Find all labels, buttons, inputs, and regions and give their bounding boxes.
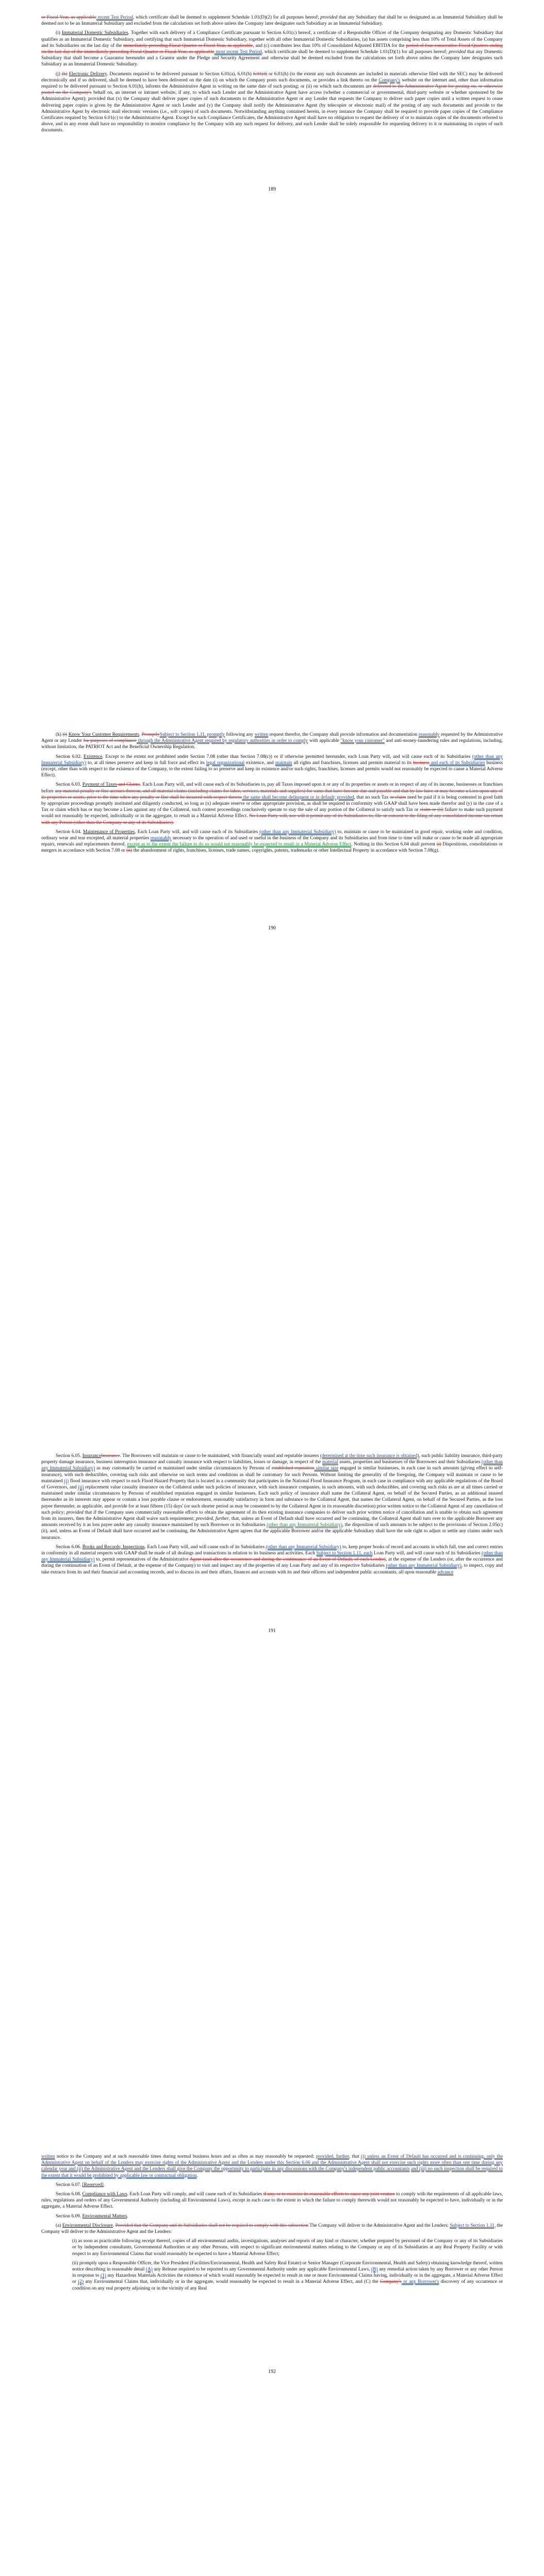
- text-run: replacement value casualty insurance on the Collateral under such policies of insurance, with such insurance companies, in such amounts, with such deductibles, and covering such risks as are at all times carried or maintained under similar circumstances by Persons of established reputation engaged in similar businesses. Each such policy of insurance shall name the Collateral Agent, on behalf of the Secured Parties, as an additional insured thereunder as its interests may appear or contain a loss payable clause or endorsement, reasonably satisfactory in form and substance to the Collateral Agent, that names the Collateral Agent, on behalf of the Secured Parties, as the loss payee thereunder, as applicable, and provide for at least fifteen (15) days' (or such shorter period as may be consented to by the Collateral Agent in its reasonable discretion) prior written notice to the Collateral Agent of any cancellation of such policy;: [41, 1485, 503, 1515]
- text-run: and anti-money-laundering rules and regulations, including, without limitation, the PATRIOT Act and the Beneficial Ownership Regulation.: [41, 738, 503, 750]
- moved-text: (other than any Immaterial Subsidiary): [267, 1522, 342, 1528]
- paragraph: [41, 2260, 503, 2292]
- inserted-text: Subject to Section 1.11,: [450, 2223, 496, 2228]
- text-run: to comply with the requirements of all applicable laws, rules, regulations and orders of any Governmental Authority (including all Environmental Laws), except in each case to the extent in which the failure to comply therewith would not reasonably be expected to have, individually or in the aggregate, a Material Adverse Effect.: [41, 2192, 503, 2210]
- text-run: engaged in similar businesses, in each case in such amounts (giving effect to self-insurance), with such deductibles, covering such risks and otherwise on such terms and conditions as shall be customary for such Persons. Without limiting the generality of the foregoing, the Company will maintain or cause to be maintained: [41, 1466, 503, 1484]
- text-run: all rights and franchises, licenses and permits material to its: [292, 760, 413, 766]
- section-heading: Maintenance of Properties: [83, 829, 135, 835]
- page-190-body: [41, 732, 503, 857]
- inserted-text: (i) unless an Event of Default has occurred and is continuing, only the Administrative Agent on behalf of the Lenders may exercise rights of the Administrative Agent and the Lenders under this Section 6.06 and the Administrative Agent shall not exercise such rights more often than one time during any calendar year and (ii) the Administrative Agent and the Lenders shall give the Company the opportunity to participate in any discussions with the Company's independent public accountants: [41, 2154, 503, 2172]
- page-191-body: [41, 1453, 503, 1579]
- text-run: (i) as soon as practicable following receipt thereof, copies of all environmental audits, investigations, analyses and reports of any kind or character, whether prepared by personnel of the Company or any of its Subsidiaries or by independent consultants, Governmental Authorities or any other Persons, with respect to significant environmental matters relating to the Company or any of its Subsidiaries at any Real Property Facility or with respect to any Environmental Claims that would reasonably be expected to have a Material Adverse Effect;: [72, 2239, 503, 2257]
- paragraph: [41, 2238, 503, 2257]
- text-run: assets, properties and businesses of the Borrowers and their Subsidiaries: [338, 1460, 482, 1465]
- inserted-text: (other than any Immaterial Subsidiary): [386, 1563, 461, 1569]
- text-run: Section 6.07.: [56, 2182, 83, 2188]
- text-run: necessary to the operation of and used or useful in the business of the Company and its Subsidiaries and from time to time will make or cause to be made all appropriate repairs, renewals and replacements thereof,: [41, 836, 503, 848]
- inserted-text: similar size: [314, 1466, 339, 1471]
- text-run: any remedial action taken by any Borrower or any other Person in response to: [72, 2267, 503, 2279]
- inserted-text: (A): [145, 2267, 153, 2273]
- inserted-text: (i): [64, 1478, 69, 1484]
- text-run: failure to make such payment would not reasonably be expected, individually or in the aggregate, to result in a Material Adverse Effect.: [41, 807, 503, 819]
- deleted-text: period of four consecutive Fiscal Quarters ending on the last day of the immediately preceding Fiscal Quarter or Fiscal Year, as applicable: [41, 43, 503, 55]
- text-run: . Documents required to be delivered pursuant to Section 6.01(a), 6.01(b): [107, 71, 253, 77]
- text-run: flood insurance with respect to each Flood Hazard Property that is located in a community that participates in the National Flood Insurance Program, in each case in compliance with any applicable regulations of the Board of Governors, and: [41, 1478, 503, 1490]
- text-run: provided: [66, 1510, 84, 1515]
- text-run: existence, and: [244, 760, 275, 766]
- section-heading: Existence: [84, 754, 103, 759]
- deleted-text: (i): [436, 842, 441, 848]
- text-run: , the disposition of such amounts to be subject to the provisions of Section 2.05(c)(ii), and, unless an Event of Default shall have occurred and be continuing, the Administrative Agent agrees that the applicable Borrower and/or the applicable Subsidiary shall have the sole right to adjust or settle any claims under such insurance.: [41, 1522, 503, 1540]
- text-run: Section 6.06.: [56, 1544, 83, 1550]
- text-run: (k): [56, 732, 63, 737]
- paragraph: [41, 829, 503, 854]
- inserted-text: (1): [100, 2273, 106, 2279]
- text-run: requested by the Administrative Agent or any Lender: [41, 732, 503, 744]
- text-run: website on the internet and, other than information required to be delivered pursuant to Section 6.01(h), informs the Administrative Agent in writing on the same date of such posting; or (ii) on which such documents are: [41, 77, 503, 90]
- section-heading: Environmental Matters: [82, 2213, 127, 2219]
- text-run: .: [196, 2173, 198, 2178]
- text-run: . The Borrowers will maintain or cause to be maintained, with financially sound and reputable insurers: [120, 1453, 320, 1459]
- text-run: to, keep proper books of record and accounts in which full, true and correct entries in conformity in all material respects with GAAP shall be made of all dealings and transactions in relation to its business and activities. Each: [41, 1544, 503, 1556]
- inserted-text: Subject to Section 1.11, each: [316, 1551, 373, 1556]
- inserted-text: (other than any Immaterial Subsidiary): [259, 829, 336, 835]
- inserted-text: the same shall become delinquent or in default; provided: [242, 794, 354, 800]
- inserted-text: written: [41, 2154, 55, 2159]
- paragraph: [41, 2213, 503, 2219]
- deleted-text: delivered to the Administrative Agent for posting on, or otherwise posted on the Company's: [41, 84, 503, 96]
- deleted-text: any material penalty or fine accrues thereon, and all material claims (including claims for labor, services, materials and supplies) for sums that have become due and payable and that by law have or may become a Lien upon any of its properties or assets, prior to the time when any penalty or fine shall be incurred with respect thereto: [41, 788, 503, 800]
- inserted-text: Subject to Section 1.11, promptly: [159, 732, 225, 737]
- page-192-body: [41, 2154, 503, 2295]
- text-run: Section 6.09.: [56, 2213, 83, 2219]
- deleted-text: (ii): [126, 848, 133, 854]
- deleted-text: established reputation: [271, 1466, 315, 1471]
- text-run: The Company will deliver to the Administrative Agent and the Lenders:: [308, 2223, 450, 2228]
- text-run: (ii) promptly upon a Responsible Officer, the Vice President (Facilities/Environmental, Health and Safety Real Estate) or Senior Manager (Corporate Environmental, Health and Safety) obtaining knowledge thereof, written notice describing in reasonable detail: [72, 2260, 503, 2273]
- inserted-text: (2): [78, 2279, 84, 2285]
- text-run: .: [112, 2223, 116, 2228]
- inserted-text: Company's: [378, 77, 401, 83]
- paragraph: [41, 14, 503, 27]
- inserted-text: or any Borrower's: [401, 2279, 439, 2285]
- text-run: (j): [56, 71, 62, 77]
- text-run: provided: [449, 49, 466, 55]
- text-run: ,: [212, 1516, 216, 1522]
- text-run: Section 6.08.: [56, 2192, 83, 2197]
- text-run: to, permit representatives of the Administrative: [94, 1557, 190, 1563]
- text-run: . Each Loan Party will, and will cause each of its Subsidiaries: [144, 1544, 266, 1550]
- deleted-text: and Claims: [117, 782, 140, 788]
- text-run: that any Domestic Subsidiary that shall become a Guarantor hereunder and a Grantor under the Pledge and Security Agreement and otherwise shall be deemed excluded from the calculations set forth above unless the Company later designates such Subsidiary as an Immaterial Domestic Subsidiary.: [41, 49, 503, 67]
- text-run: . Except to the extent not prohibited under Section 7.08 (other than Section 7.08(c)) or if otherwise permitted hereunder, each Loan Party will, and will cause each of its Subsidiaries: [102, 754, 472, 759]
- text-run: the abandonment of rights, franchises, licenses, trade names, copyrights, patents, trademarks or other Intellectual Property in accordance with Section 7.08(g).: [132, 848, 440, 854]
- inserted-text: most recent Test Period: [214, 49, 262, 55]
- deleted-text: (k): [61, 71, 68, 77]
- paragraph: [41, 754, 503, 779]
- text-run: Section 6.02.: [56, 754, 84, 759]
- text-run: Loan Party will, and will cause each of its Subsidiaries: [372, 1551, 482, 1556]
- text-run: or 6.01(h) (to the extent any such documents are included in materials otherwise filed with the SEC) may be delivered electronically and if so delivered, shall be deemed to have been delivered on the date (i) on which the Company posts such documents, or provides a link thereto on the: [41, 71, 503, 83]
- deleted-text: Provided that the Company and its Subsidiaries shall not be required to comply with this subsection: [115, 2223, 308, 2228]
- text-run: , that, unless an Event of Default shall have occurred and be continuing, the Collateral Agent shall turn over to the applicable Borrower any amounts received by it as loss payee under any casualty insurance maintained by such Borrower or its Subsidiaries: [41, 1516, 503, 1528]
- deleted-text: if any, or to exercise its reasonable efforts to cause any joint venture: [263, 2192, 395, 2197]
- text-run: following any: [225, 732, 255, 737]
- deleted-text: No Loan Party will, nor will it permit any of its Subsidiaries to, file or consent to the filing of any consolidated income tax return with any Person (other than the Company or any of its Subsidiaries).: [41, 814, 503, 825]
- inserted-text: (other than any Immaterial Subsidiary): [41, 754, 503, 766]
- inserted-text: recent Test Period: [96, 15, 133, 20]
- deleted-text: Insurance: [101, 1453, 120, 1459]
- section-heading: Electronic Delivery: [69, 71, 107, 77]
- text-run: that any Subsidiary that shall be so designated as an Immaterial Subsidiary shall be deemed not to be an Immaterial Subsidiary and excluded from the calculations set forth above unless the Company later designates such Subsidiary as an Immaterial Subsidiary.: [41, 15, 503, 27]
- text-run: . Each Loan Party will comply, and will cause each of its Subsidiaries: [127, 2192, 263, 2197]
- inserted-text: (other than any Immaterial Subsidiary): [41, 1551, 503, 1563]
- text-run: any Environmental Claims that, individually or in the aggregate, would reasonably be expected to result in a Material Adverse Effect, and (C) the: [84, 2279, 380, 2285]
- text-run: , that no such Tax: [354, 794, 390, 800]
- deleted-text: (l): [62, 732, 68, 737]
- text-run: discovery of any occurrence or condition on any real property adjoining or in the vicinity of any Real: [72, 2279, 503, 2291]
- inserted-text: (other than any Immaterial Subsidiary): [266, 1544, 341, 1550]
- text-run: any Hazardous Materials Activities the existence of which would reasonably be expected to result in one or more Environmental Claims having, individually or in the aggregate, a Material Adverse Effect or: [72, 2273, 503, 2285]
- inserted-text: (determined at the time such insurance is obtained): [320, 1453, 419, 1459]
- inserted-text: and each of its Subsidiaries: [429, 760, 485, 766]
- inserted-text: "know your customer": [340, 738, 385, 744]
- paragraph: [41, 782, 503, 825]
- inserted-text: legal organizational: [206, 760, 245, 766]
- section-heading: Know Your Customer Requirements: [68, 732, 139, 737]
- text-run: the Company will deliver to the Administrative Agent and the Lenders:: [41, 2223, 503, 2235]
- text-run: , such public liability insurance, third-party property damage insurance, business interruption insurance and casualty insurance with respect to liabilities, losses or damage, in respect of the: [41, 1453, 503, 1465]
- text-run: .: [127, 2213, 128, 2219]
- text-run: to, at all times preserve and keep in full force and effect its: [86, 760, 206, 766]
- text-run: Section 6.05.: [56, 1453, 83, 1459]
- text-run: further: [215, 1516, 229, 1522]
- page-number: 192: [268, 2369, 276, 2375]
- text-run: . Each Loan Party will, and will cause each of its Subsidiaries: [135, 829, 260, 835]
- paragraph: [41, 732, 503, 751]
- text-run: . Each Loan Party will, and will cause each of its Subsidiaries to, pay all Taxes imposed upon it or any of its properties or assets or in respect of any of its income, businesses or franchises before: [41, 782, 503, 794]
- section-heading: Immaterial Domestic Subsidiaries: [61, 30, 128, 36]
- page-number: 190: [268, 925, 276, 931]
- text-run: .: [103, 2182, 105, 2188]
- text-run: , which certificate shall be deemed to supplement Schedule 1.01(D)(1) for all purposes hereof;: [261, 49, 449, 55]
- text-run: .: [139, 732, 142, 737]
- text-run: Section 6.04.: [56, 829, 83, 835]
- deleted-text: for purposes of compliance: [83, 738, 137, 744]
- deleted-text: or Fiscal Year, as applicable: [41, 15, 96, 20]
- deleted-text: or claim: [390, 794, 406, 800]
- paragraph: [41, 30, 503, 67]
- deleted-text: Company's: [380, 2279, 402, 2285]
- text-run: request therefor, the Company shall provide information and documentation: [268, 732, 419, 737]
- inserted-text: (other than any Immaterial Subsidiary): [41, 1460, 503, 1471]
- inserted-text: and (iii) no such inspection shall be required to the extent that it would be prohibited by applicable law or contractual obligation: [41, 2166, 503, 2178]
- text-run: as may customarily be carried or maintained under similar circumstances by Persons of: [95, 1466, 272, 1471]
- page-number: 191: [268, 1628, 276, 1634]
- text-run: . Together with each delivery of a Compliance Certificate pursuant to Section 6.01(c) hereof, a certificate of a Responsible Officer of the Company designating any Domestic Subsidiary that qualifies as an Immaterial Domestic Subsidiary, and certifying that such Immaterial Domestic Subsidiary, together with all other Immaterial Domestic Subsidiaries, (a) has assets comprising less than 10% of Total Assets of the Company and its Subsidiaries on the last day of the: [41, 30, 503, 48]
- inserted-text: material: [322, 1460, 338, 1465]
- inserted-text: (B): [371, 2267, 378, 2273]
- page-number: 189: [268, 187, 276, 192]
- text-run: that if the Company uses commercially reasonable efforts to obtain the agreement of its then existing insurance companies to deliver such prior written notice of cancellation and is unable to obtain such agreement from its insurers, then the Administrative Agent shall waive such requirement;: [41, 1510, 503, 1522]
- text-run: Dispositions, consolidations or mergers in accordance with Section 7.08 or: [41, 842, 503, 854]
- paragraph: [41, 1544, 503, 1575]
- deleted-text: Agent (and after the occurrence and during the continuance of an Event of Default, of each Lender): [189, 1557, 386, 1563]
- text-run: (a): [56, 2223, 62, 2228]
- text-run: business (except, other than with respect to the existence of the Company, to the extent failing to so preserve and keep its existence and/or such rights, franchises, licenses and permits would not reasonably be expected to cause a Material Adverse Effect).: [41, 760, 503, 778]
- inserted-text: (ii): [78, 1485, 84, 1490]
- text-run: provided: [320, 15, 338, 20]
- text-run: Section 6.03.: [56, 782, 83, 788]
- deleted-text: business: [413, 760, 430, 766]
- inserted-text: reasonably: [418, 732, 440, 737]
- deleted-text: immediately preceding Fiscal Quarter or Fiscal Year, as applicable: [123, 43, 253, 48]
- text-run: . Nothing in this Section 6.04 shall prevent: [351, 842, 437, 848]
- paragraph: [41, 2191, 503, 2210]
- text-run: behalf on, an internet or intranet website, if any, to which each Lender and the Administrative Agent have access (whether a commercial or governmental, third-party website or whether sponsored by the Administrative Agent); provided that (x) the Company shall deliver paper copies of such documents to the Administrative Agent or any Lender that requests the Company to deliver such paper copies until a written request to cease delivering paper copies is given by the Administrative Agent or such Lender and (y) the Company shall notify the Administrative Agent (by telecopier or electronic mail) of the posting of any such documents and provide to the Administrative Agent by electronic mail electronic versions (i.e., soft copies) of such documents. Notwithstanding anything contained herein, in every instance the Company shall be required to provide paper copies of the Compliance Certificates required by Section 6.01(c) to the Administrative Agent. Except for such Compliance Certificates, the Administrative Agent shall have no obligation to request the delivery of or to maintain copies of the documents referred to above, and in any event shall have no responsibility to monitor compliance by the Company with any such request for delivery, and each Lender shall be solely responsible for requesting delivery to it or maintaining its copies of such documents.: [41, 90, 503, 133]
- inserted-text: maintain: [275, 760, 292, 766]
- text-run: (i): [56, 30, 62, 36]
- paragraph: [41, 71, 503, 134]
- paragraph: [41, 1453, 503, 1541]
- inserted-text: provided, further: [316, 2154, 349, 2159]
- text-run: provided: [195, 1516, 213, 1522]
- inserted-text: through the Administrative Agent required by regulatory authorities in order to comply: [136, 738, 308, 744]
- text-run: , to inspect, copy and take extracts from its and their financial and accounting records, and to discuss its and their affairs, finances and accounts with its and their officers and independent public accountants, all upon reasonable: [41, 1563, 503, 1575]
- inserted-text: reasonably: [150, 836, 172, 841]
- paragraph: [41, 2154, 503, 2179]
- inserted-text: advance: [437, 1569, 454, 1575]
- section-heading: Books and Records; Inspections: [82, 1544, 145, 1550]
- section-heading: Insurance: [82, 1453, 102, 1459]
- text-run: notice to the Company and at such reasonable times during normal business hours and as often as may reasonably be requested;: [55, 2154, 316, 2159]
- section-heading: Environmental Disclosure: [62, 2223, 113, 2228]
- inserted-text: written: [254, 732, 269, 737]
- paragraph: [41, 2182, 503, 2188]
- text-run: need be paid if it is being contested in good faith by appropriate proceedings promptly instituted and diligently conducted, so long as (x) adequate reserve or other appropriate provision, as shall be required in conformity with GAAP shall have been made therefor and (y) in the case of a Tax or claim which has or may become a Lien against any of the Collateral, such contest proceedings conclusively operate to stay the sale of any portion of the Collateral to satisfy such Tax or: [41, 794, 503, 813]
- text-run: , which certificate shall be deemed to supplement Schedule 1.01(D)(2) for all purposes hereof;: [133, 15, 321, 20]
- page-189-body: [41, 14, 503, 137]
- text-run: , at the expense of the Lenders (or, after the occurrence and during the continuation of an Event of Default, at the expense of the Company) to visit and inspect any of the properties of any Loan Party and any of its respective Subsidiaries: [41, 1557, 503, 1569]
- text-run: any Release required to be reported to any Governmental Authority under any applicable Environmental Laws,: [152, 2267, 372, 2273]
- section-heading: Compliance with Laws: [82, 2192, 127, 2197]
- section-heading: [Reserved]: [82, 2182, 104, 2188]
- section-heading: Payment of Taxes: [82, 782, 117, 788]
- deleted-text: 6.01(d): [253, 71, 268, 77]
- text-run: to, maintain or cause to be maintained in good repair, working order and condition, ordinary wear and tear excepted, all material properties: [41, 829, 503, 841]
- deleted-text: Promptly: [141, 732, 160, 737]
- text-run: with applicable: [308, 738, 341, 744]
- deleted-text: claim or (ii): [420, 807, 443, 813]
- text-run: , and (c) contributes less than 10% of Consolidated Adjusted EBITDA for the: [253, 43, 406, 48]
- moved-text: except as to the extent the failure to do so would not reasonably be expected to result in a Material Adverse Effect: [127, 842, 352, 848]
- paragraph: [41, 2223, 503, 2235]
- text-run: , that: [349, 2154, 361, 2159]
